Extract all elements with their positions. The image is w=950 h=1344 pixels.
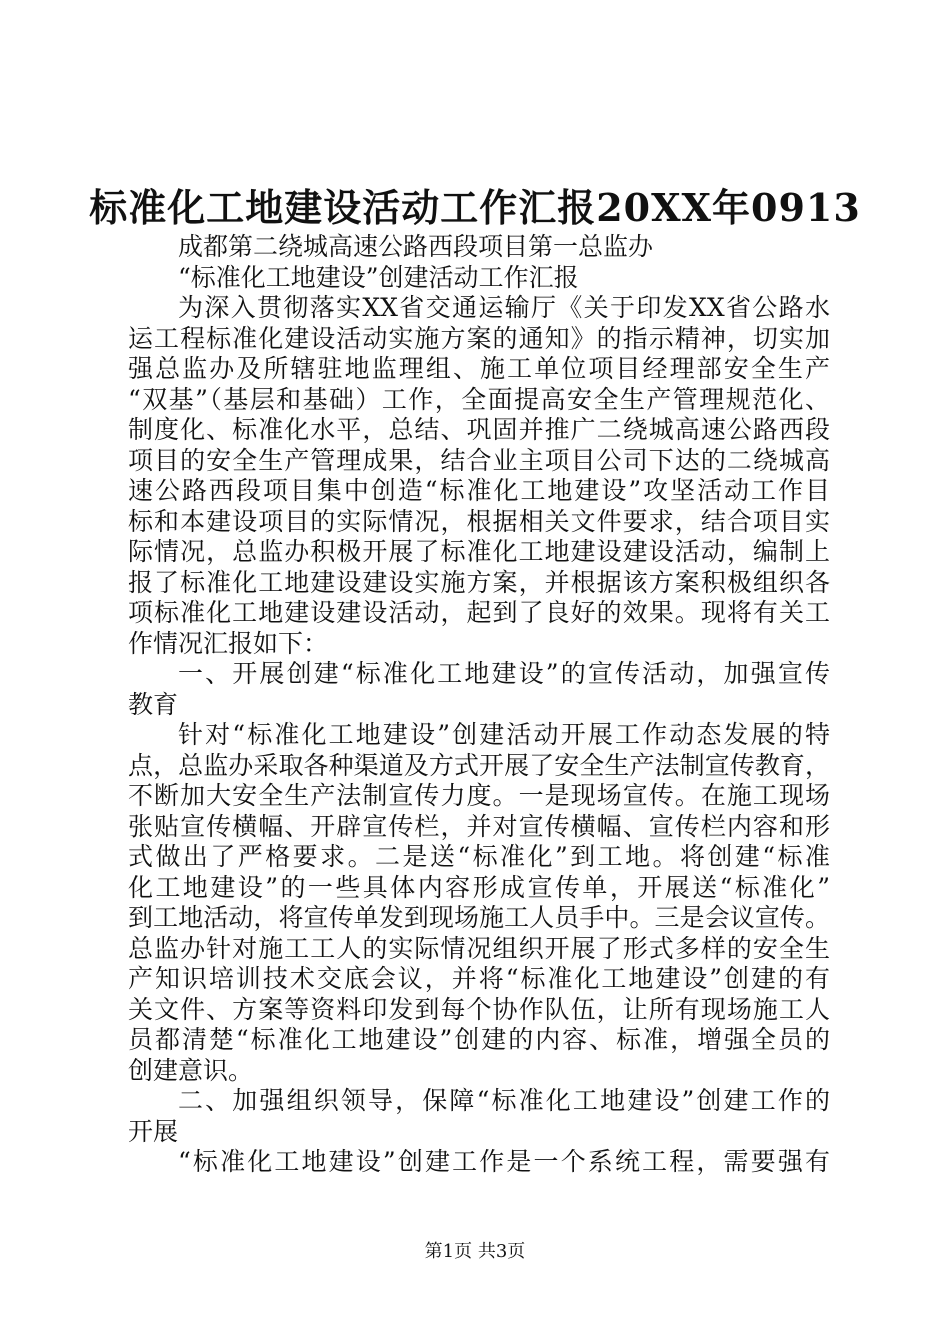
text-line: 总监办针对施工工人的实际情况组织开展了形式多样的安全生: [128, 933, 830, 963]
text-line: 速公路西段项目集中创造“标准化工地建设”攻坚活动工作目: [128, 476, 830, 505]
text-line: 项目的安全生产管理成果，结合业主项目公司下达的二绕城高: [128, 445, 830, 475]
text-line: 标和本建设项目的实际情况，根据相关文件要求，结合项目实: [128, 506, 830, 536]
document-body: [128, 232, 830, 1178]
text-line: 一、开展创建“标准化工地建设”的宣传活动，加强宣传: [178, 659, 830, 688]
text-line: 点，总监办采取各种渠道及方式开展了安全生产法制宣传教育，: [128, 750, 830, 780]
text-line: 创建意识。: [128, 1055, 254, 1085]
text-line: 制度化、标准化水平，总结、巩固并推广二绕城高速公路西段: [128, 415, 830, 444]
text-line: 教育: [128, 689, 179, 719]
document-title: 标准化工地建设活动工作汇报20XX年0913: [89, 185, 861, 230]
text-line: 化工地建设”的一些具体内容形成宣传单，开展送“标准化”: [128, 872, 830, 902]
text-line: “双基”（基层和基础）工作，全面提高安全生产管理规范化、: [128, 384, 830, 414]
text-line: “标准化工地建设”创建工作是一个系统工程，需要强有: [178, 1147, 830, 1176]
text-line: 项标准化工地建设建设活动，起到了良好的效果。现将有关工: [128, 598, 830, 627]
text-line: 作情况汇报如下：: [128, 628, 329, 658]
text-line: 式做出了严格要求。二是送“标准化”到工地。将创建“标准: [128, 842, 830, 871]
text-line: 张贴宣传横幅、开辟宣传栏，并对宣传横幅、宣传栏内容和形: [128, 811, 830, 841]
text-line: 关文件、方案等资料印发到每个协作队伍，让所有现场施工人: [128, 994, 830, 1024]
text-line: 运工程标准化建设活动实施方案的通知》的指示精神，切实加: [128, 323, 830, 353]
text-line: 不断加大安全生产法制宣传力度。一是现场宣传。在施工现场: [128, 781, 830, 810]
text-line: 际情况，总监办积极开展了标准化工地建设建设活动，编制上: [128, 537, 830, 566]
text-line: 强总监办及所辖驻地监理组、施工单位项目经理部安全生产: [128, 354, 830, 383]
text-line: 开展: [128, 1116, 179, 1146]
page-footer: 第1页 共3页: [424, 1241, 526, 1262]
text-line: 员都清楚“标准化工地建设”创建的内容、标准，增强全员的: [128, 1025, 830, 1054]
text-line: 二、加强组织领导，保障“标准化工地建设”创建工作的: [178, 1086, 830, 1115]
text-line: “标准化工地建设”创建活动工作汇报: [178, 262, 579, 292]
text-line: 产知识培训技术交底会议，并将“标准化工地建设”创建的有: [128, 964, 830, 993]
text-line: 报了标准化工地建设建设实施方案，并根据该方案积极组织各: [128, 567, 830, 597]
text-line: 到工地活动，将宣传单发到现场施工人员手中。三是会议宣传。: [128, 903, 830, 932]
text-line: 针对“标准化工地建设”创建活动开展工作动态发展的特: [178, 720, 830, 749]
text-line: 为深入贯彻落实XX省交通运输厅《关于印发XX省公路水: [178, 293, 830, 322]
text-line: 成都第二绕城高速公路西段项目第一总监办: [178, 232, 654, 261]
